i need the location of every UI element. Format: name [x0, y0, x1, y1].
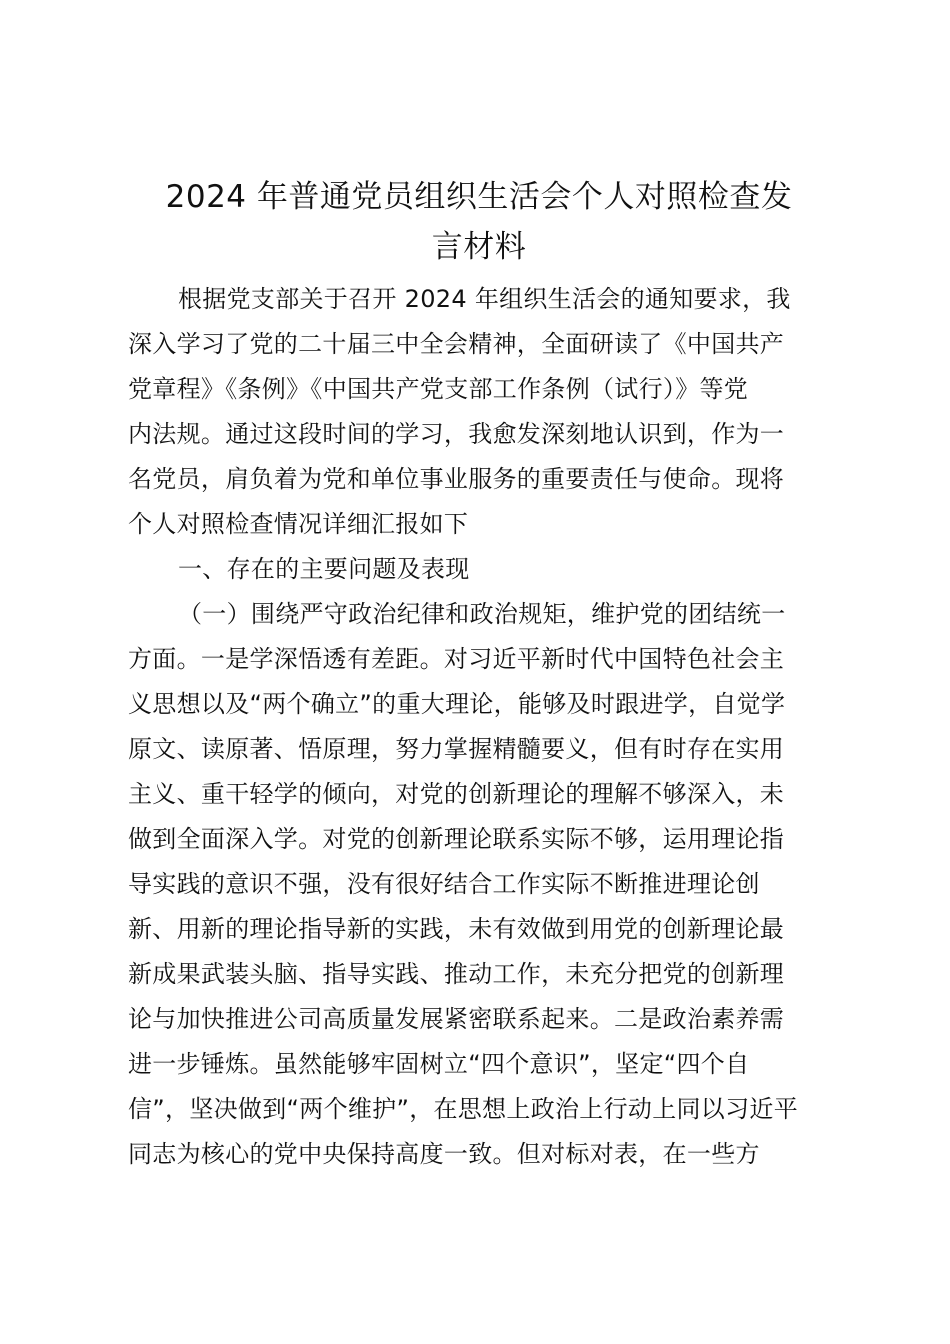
- paragraph-line: 内法规。通过这段时间的学习，我愈发深刻地认识到，作为一: [128, 420, 785, 448]
- paragraph-line: 根据党支部关于召开 2024 年组织生活会的通知要求，我: [178, 285, 791, 313]
- paragraph-line: 新、用新的理论指导新的实践，未有效做到用党的创新理论最: [128, 915, 785, 943]
- paragraph-line: 主义、重干轻学的倾向，对党的创新理论的理解不够深入，未: [128, 780, 785, 808]
- paragraph-line: （一）围绕严守政治纪律和政治规矩，维护党的团结统一: [178, 600, 786, 628]
- paragraph-line: 进一步锤炼。虽然能够牢固树立“四个意识”，坚定“四个自: [128, 1050, 750, 1078]
- paragraph-line: 方面。一是学深悟透有差距。对习近平新时代中国特色社会主: [128, 645, 785, 673]
- document-body: [128, 277, 828, 1177]
- paragraph-line: 深入学习了党的二十届三中全会精神，全面研读了《中国共产: [128, 330, 785, 358]
- paragraph-line: 同志为核心的党中央保持高度一致。但对标对表，在一些方: [128, 1140, 760, 1168]
- title-line: 2024 年普通党员组织生活会个人对照检查发: [165, 179, 793, 215]
- paragraph-line: 信”，坚决做到“两个维护”，在思想上政治上行动上同以习近平: [128, 1095, 798, 1123]
- paragraph-line: 个人对照检查情况详细汇报如下: [128, 510, 469, 538]
- paragraph-line: 新成果武装头脑、指导实践、推动工作，未充分把党的创新理: [128, 960, 785, 988]
- paragraph-line: 党章程》《条例》《中国共产党支部工作条例（试行）》等党: [128, 375, 749, 403]
- paragraph-line: 导实践的意识不强，没有很好结合工作实际不断推进理论创: [128, 870, 760, 898]
- paragraph-line: 名党员，肩负着为党和单位事业服务的重要责任与使命。现将: [128, 465, 785, 493]
- paragraph-line: 义思想以及“两个确立”的重大理论，能够及时跟进学，自觉学: [128, 690, 786, 718]
- paragraph-line: 原文、读原著、悟原理，努力掌握精髓要义，但有时存在实用: [128, 735, 785, 763]
- paragraph-line: 做到全面深入学。对党的创新理论联系实际不够，运用理论指: [128, 825, 785, 853]
- paragraph-line: 论与加快推进公司高质量发展紧密联系起来。二是政治素养需: [128, 1005, 785, 1033]
- document-title: [120, 172, 838, 272]
- title-line: 言材料: [431, 229, 527, 265]
- section-heading: 一、存在的主要问题及表现: [178, 555, 470, 583]
